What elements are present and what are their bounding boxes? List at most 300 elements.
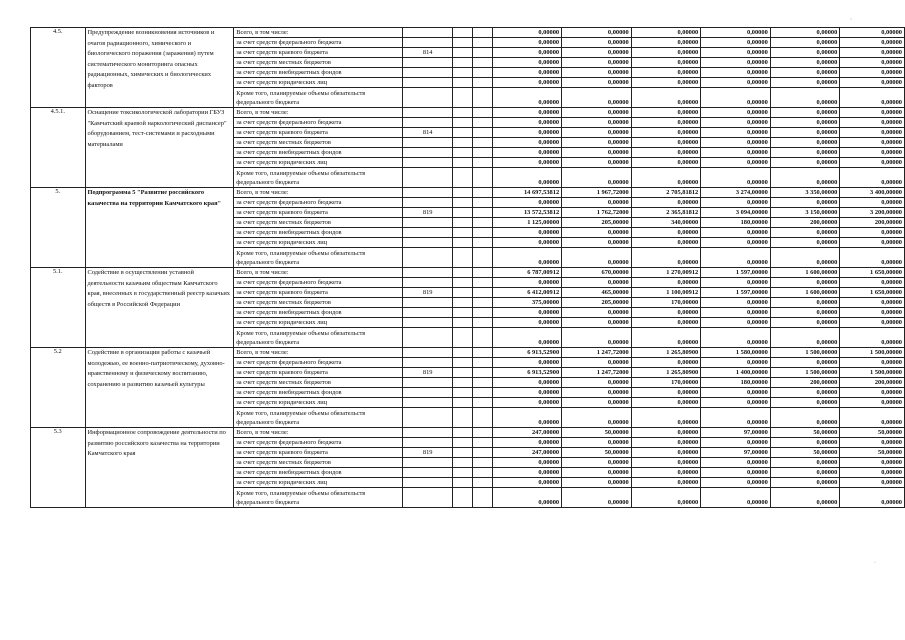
amount-cell: 0,00000 — [492, 238, 562, 248]
amount-cell: 0,00000 — [492, 488, 562, 508]
amount-cell: 3 274,00000 — [701, 188, 771, 198]
amount-cell: 0,00000 — [492, 408, 562, 428]
amount-cell: 0,00000 — [701, 388, 771, 398]
empty-cell — [452, 88, 472, 108]
empty-cell — [472, 268, 492, 278]
amount-cell: 0,00000 — [701, 78, 771, 88]
empty-cell — [452, 428, 472, 438]
amount-cell: 0,00000 — [770, 318, 840, 328]
empty-cell — [452, 68, 472, 78]
amount-cell: 0,00000 — [701, 88, 771, 108]
empty-cell — [452, 228, 472, 238]
empty-cell — [472, 248, 492, 268]
empty-cell — [472, 118, 492, 128]
funding-source: за счет средств юридических лиц — [234, 318, 403, 328]
amount-cell: 0,00000 — [770, 408, 840, 428]
amount-cell: 0,00000 — [840, 88, 905, 108]
empty-cell — [472, 378, 492, 388]
amount-cell: 6 913,52900 — [492, 368, 562, 378]
amount-cell: 0,00000 — [770, 128, 840, 138]
measure-name: Содействие в осуществлении уставной деятельности казачьим обществам Камчатского края, внесенных в государственный реестр казачьих обществ в Российской Федерации — [85, 268, 234, 348]
funding-source: Кроме того, планируемые объемы обязательств федерального бюджета — [234, 248, 403, 268]
amount-cell: 0,00000 — [840, 358, 905, 368]
amount-cell: 0,00000 — [770, 398, 840, 408]
amount-cell: 0,00000 — [770, 48, 840, 58]
funding-source: за счет средств местных бюджетов — [234, 458, 403, 468]
amount-cell: 0,00000 — [492, 158, 562, 168]
empty-cell — [452, 318, 472, 328]
budget-code — [403, 138, 453, 148]
amount-cell: 0,00000 — [840, 298, 905, 308]
funding-source: за счет средств местных бюджетов — [234, 378, 403, 388]
amount-cell: 0,00000 — [770, 118, 840, 128]
amount-cell: 0,00000 — [770, 388, 840, 398]
amount-cell: 200,00000 — [770, 378, 840, 388]
amount-cell: 0,00000 — [701, 478, 771, 488]
amount-cell: 0,00000 — [770, 168, 840, 188]
amount-cell: 0,00000 — [701, 468, 771, 478]
empty-cell — [452, 48, 472, 58]
amount-cell: 0,00000 — [492, 48, 562, 58]
table-row — [31, 428, 905, 438]
funding-source: за счет средств внебюджетных фондов — [234, 308, 403, 318]
amount-cell: 0,00000 — [492, 308, 562, 318]
funding-source: Кроме того, планируемые объемы обязательств федерального бюджета — [234, 88, 403, 108]
funding-source: за счет средств юридических лиц — [234, 398, 403, 408]
budget-code — [403, 358, 453, 368]
amount-cell: 0,00000 — [492, 248, 562, 268]
empty-cell — [452, 198, 472, 208]
amount-cell: 1 500,00000 — [840, 368, 905, 378]
amount-cell: 0,00000 — [631, 308, 701, 318]
funding-source: за счет средств краевого бюджета — [234, 288, 403, 298]
funding-source: за счет средств юридических лиц — [234, 478, 403, 488]
amount-cell: 200,00000 — [840, 218, 905, 228]
amount-cell: 0,00000 — [562, 228, 632, 238]
amount-cell: 0,00000 — [492, 438, 562, 448]
amount-cell: 0,00000 — [562, 68, 632, 78]
empty-cell — [472, 138, 492, 148]
funding-source: за счет средств краевого бюджета — [234, 368, 403, 378]
amount-cell: 0,00000 — [840, 488, 905, 508]
amount-cell: 0,00000 — [770, 28, 840, 38]
empty-cell — [452, 298, 472, 308]
budget-code — [403, 228, 453, 238]
amount-cell: 50,00000 — [770, 448, 840, 458]
budget-code — [403, 38, 453, 48]
amount-cell: 0,00000 — [701, 298, 771, 308]
empty-cell — [452, 458, 472, 468]
empty-cell — [452, 28, 472, 38]
amount-cell: 0,00000 — [840, 228, 905, 238]
amount-cell: 0,00000 — [492, 468, 562, 478]
table-row — [31, 268, 905, 278]
amount-cell: 0,00000 — [840, 278, 905, 288]
amount-cell: 0,00000 — [701, 128, 771, 138]
budget-code — [403, 188, 453, 198]
empty-cell — [472, 198, 492, 208]
amount-cell: 0,00000 — [770, 298, 840, 308]
amount-cell: 0,00000 — [701, 398, 771, 408]
amount-cell: 0,00000 — [631, 158, 701, 168]
amount-cell: 0,00000 — [562, 88, 632, 108]
funding-source: за счет средств внебюджетных фондов — [234, 228, 403, 238]
amount-cell: 13 572,53812 — [492, 208, 562, 218]
empty-cell — [472, 148, 492, 158]
amount-cell: 200,00000 — [770, 218, 840, 228]
amount-cell: 50,00000 — [840, 428, 905, 438]
funding-source: за счет средств местных бюджетов — [234, 138, 403, 148]
amount-cell: 0,00000 — [840, 158, 905, 168]
empty-cell — [452, 218, 472, 228]
amount-cell: 0,00000 — [562, 108, 632, 118]
amount-cell: 0,00000 — [770, 238, 840, 248]
amount-cell: 97,00000 — [701, 428, 771, 438]
amount-cell: 1 600,00000 — [770, 288, 840, 298]
funding-source: Всего, в том числе: — [234, 108, 403, 118]
empty-cell — [452, 398, 472, 408]
amount-cell: 0,00000 — [770, 108, 840, 118]
empty-cell — [452, 448, 472, 458]
amount-cell: 0,00000 — [631, 278, 701, 288]
amount-cell: 0,00000 — [631, 428, 701, 438]
measure-name: Информационное сопровождение деятельности по развитию российского казачества на территории Камчатского края — [85, 428, 234, 508]
funding-source: за счет средств внебюджетных фондов — [234, 388, 403, 398]
budget-table — [30, 27, 905, 508]
amount-cell: 0,00000 — [631, 248, 701, 268]
empty-cell — [452, 38, 472, 48]
budget-code — [403, 28, 453, 38]
amount-cell: 0,00000 — [770, 78, 840, 88]
amount-cell: 247,00000 — [492, 448, 562, 458]
amount-cell: 0,00000 — [631, 128, 701, 138]
empty-cell — [472, 28, 492, 38]
budget-code — [403, 478, 453, 488]
amount-cell: 0,00000 — [492, 168, 562, 188]
empty-cell — [472, 348, 492, 358]
budget-code: 814 — [403, 48, 453, 58]
table-row — [31, 348, 905, 358]
amount-cell: 0,00000 — [770, 198, 840, 208]
amount-cell: 0,00000 — [562, 148, 632, 158]
empty-cell — [452, 188, 472, 198]
measure-name: Предупреждение возникновения источников и очагов радиационного, химического и биологического поражения (заражения) путем систематического мониторинга опасных радиационных, химических и биологических факторов — [85, 28, 234, 108]
budget-code — [403, 328, 453, 348]
budget-code: 814 — [403, 128, 453, 138]
budget-code: 819 — [403, 448, 453, 458]
budget-code — [403, 148, 453, 158]
empty-cell — [472, 448, 492, 458]
funding-source: за счет средств федерального бюджета — [234, 198, 403, 208]
amount-cell: 1 762,72000 — [562, 208, 632, 218]
funding-source: за счет средств федерального бюджета — [234, 438, 403, 448]
empty-cell — [452, 78, 472, 88]
amount-cell: 0,00000 — [631, 228, 701, 238]
amount-cell: 0,00000 — [770, 438, 840, 448]
amount-cell: 0,00000 — [562, 58, 632, 68]
amount-cell: 0,00000 — [492, 118, 562, 128]
funding-source: за счет средств федерального бюджета — [234, 118, 403, 128]
budget-code: 819 — [403, 208, 453, 218]
amount-cell: 0,00000 — [492, 78, 562, 88]
section-number: 5.2 — [31, 348, 86, 428]
empty-cell — [472, 108, 492, 118]
empty-cell — [452, 268, 472, 278]
funding-source: за счет средств краевого бюджета — [234, 48, 403, 58]
amount-cell: 1 400,00000 — [701, 368, 771, 378]
amount-cell: 0,00000 — [562, 468, 632, 478]
amount-cell: 0,00000 — [492, 458, 562, 468]
amount-cell: 0,00000 — [840, 118, 905, 128]
amount-cell: 0,00000 — [562, 48, 632, 58]
amount-cell: 0,00000 — [631, 478, 701, 488]
empty-cell — [452, 138, 472, 148]
amount-cell: 0,00000 — [701, 148, 771, 158]
section-number: 5.3 — [31, 428, 86, 508]
amount-cell: 0,00000 — [701, 28, 771, 38]
empty-cell — [472, 218, 492, 228]
amount-cell: 0,00000 — [701, 408, 771, 428]
amount-cell: 0,00000 — [562, 78, 632, 88]
empty-cell — [472, 188, 492, 198]
amount-cell: 0,00000 — [631, 328, 701, 348]
amount-cell: 1 650,00000 — [840, 268, 905, 278]
funding-source: за счет средств юридических лиц — [234, 158, 403, 168]
amount-cell: 247,00000 — [492, 428, 562, 438]
amount-cell: 170,00000 — [631, 298, 701, 308]
amount-cell: 340,00000 — [631, 218, 701, 228]
funding-source: за счет средств внебюджетных фондов — [234, 68, 403, 78]
section-number: 4.5. — [31, 28, 86, 108]
funding-source: за счет средств федерального бюджета — [234, 38, 403, 48]
empty-cell — [472, 238, 492, 248]
funding-source: Всего, в том числе: — [234, 28, 403, 38]
amount-cell: 0,00000 — [770, 328, 840, 348]
amount-cell: 50,00000 — [562, 428, 632, 438]
funding-source: за счет средств местных бюджетов — [234, 218, 403, 228]
budget-code — [403, 88, 453, 108]
budget-code — [403, 438, 453, 448]
empty-cell — [472, 428, 492, 438]
amount-cell: 0,00000 — [701, 138, 771, 148]
amount-cell: 0,00000 — [492, 58, 562, 68]
amount-cell: 3 350,00000 — [770, 188, 840, 198]
amount-cell: 0,00000 — [492, 148, 562, 158]
amount-cell: 0,00000 — [631, 148, 701, 158]
empty-cell — [452, 278, 472, 288]
funding-source: Всего, в том числе: — [234, 188, 403, 198]
amount-cell: 0,00000 — [492, 358, 562, 368]
amount-cell: 0,00000 — [631, 198, 701, 208]
empty-cell — [472, 408, 492, 428]
amount-cell: 0,00000 — [562, 458, 632, 468]
amount-cell: 0,00000 — [631, 118, 701, 128]
amount-cell: 375,00000 — [492, 298, 562, 308]
empty-cell — [452, 158, 472, 168]
budget-code — [403, 408, 453, 428]
amount-cell: 0,00000 — [770, 278, 840, 288]
empty-cell — [472, 38, 492, 48]
amount-cell: 0,00000 — [492, 388, 562, 398]
amount-cell: 1 597,00000 — [701, 288, 771, 298]
budget-code — [403, 78, 453, 88]
amount-cell: 3 400,00000 — [840, 188, 905, 198]
amount-cell: 0,00000 — [492, 378, 562, 388]
empty-cell — [452, 238, 472, 248]
empty-cell — [472, 48, 492, 58]
amount-cell: 0,00000 — [631, 88, 701, 108]
amount-cell: 0,00000 — [492, 478, 562, 488]
amount-cell: 0,00000 — [840, 78, 905, 88]
amount-cell: 0,00000 — [770, 308, 840, 318]
amount-cell: 0,00000 — [562, 388, 632, 398]
amount-cell: 0,00000 — [562, 28, 632, 38]
amount-cell: 0,00000 — [492, 398, 562, 408]
amount-cell: 0,00000 — [701, 438, 771, 448]
amount-cell: 0,00000 — [770, 58, 840, 68]
budget-code — [403, 268, 453, 278]
amount-cell: 0,00000 — [631, 68, 701, 78]
amount-cell: 0,00000 — [701, 158, 771, 168]
amount-cell: 0,00000 — [701, 308, 771, 318]
amount-cell: 0,00000 — [631, 408, 701, 428]
amount-cell: 0,00000 — [631, 28, 701, 38]
amount-cell: 6 787,00912 — [492, 268, 562, 278]
amount-cell: 0,00000 — [770, 68, 840, 78]
funding-source: Кроме того, планируемые объемы обязательств федерального бюджета — [234, 328, 403, 348]
budget-code — [403, 238, 453, 248]
amount-cell: 0,00000 — [840, 48, 905, 58]
empty-cell — [472, 298, 492, 308]
funding-source: за счет средств внебюджетных фондов — [234, 468, 403, 478]
amount-cell: 1 650,00000 — [840, 288, 905, 298]
empty-cell — [452, 288, 472, 298]
amount-cell: 1 500,00000 — [770, 348, 840, 358]
empty-cell — [472, 168, 492, 188]
amount-cell: 0,00000 — [840, 478, 905, 488]
amount-cell: 0,00000 — [562, 128, 632, 138]
amount-cell: 170,00000 — [631, 378, 701, 388]
amount-cell: 3 150,00000 — [770, 208, 840, 218]
amount-cell: 0,00000 — [492, 328, 562, 348]
empty-cell — [472, 88, 492, 108]
amount-cell: 0,00000 — [562, 378, 632, 388]
budget-code — [403, 298, 453, 308]
amount-cell: 0,00000 — [492, 198, 562, 208]
empty-cell — [452, 58, 472, 68]
empty-cell — [472, 398, 492, 408]
budget-code — [403, 158, 453, 168]
empty-cell — [472, 388, 492, 398]
amount-cell: 0,00000 — [840, 408, 905, 428]
amount-cell: 0,00000 — [840, 248, 905, 268]
budget-code — [403, 168, 453, 188]
amount-cell: 0,00000 — [631, 488, 701, 508]
amount-cell: 1 247,72000 — [562, 348, 632, 358]
amount-cell: 200,00000 — [840, 378, 905, 388]
budget-code: 819 — [403, 288, 453, 298]
empty-cell — [472, 328, 492, 348]
amount-cell: 0,00000 — [770, 478, 840, 488]
amount-cell: 180,00000 — [701, 378, 771, 388]
budget-code: 819 — [403, 368, 453, 378]
budget-code — [403, 218, 453, 228]
amount-cell: 0,00000 — [492, 278, 562, 288]
amount-cell: 0,00000 — [770, 158, 840, 168]
measure-name: Оснащение токсикологической лаборатории ГБУЗ "Камчатский краевой наркологический диспансер" оборудованием, тест-системами и расходными материалами — [85, 108, 234, 188]
budget-code — [403, 378, 453, 388]
amount-cell: 50,00000 — [562, 448, 632, 458]
amount-cell: 0,00000 — [492, 138, 562, 148]
amount-cell: 0,00000 — [840, 108, 905, 118]
amount-cell: 0,00000 — [701, 328, 771, 348]
amount-cell: 0,00000 — [701, 48, 771, 58]
empty-cell — [452, 438, 472, 448]
empty-cell — [452, 358, 472, 368]
table-row — [31, 28, 905, 38]
table-row — [31, 188, 905, 198]
amount-cell: 0,00000 — [562, 198, 632, 208]
amount-cell: 0,00000 — [840, 198, 905, 208]
funding-source: за счет средств краевого бюджета — [234, 448, 403, 458]
budget-code — [403, 68, 453, 78]
amount-cell: 0,00000 — [840, 38, 905, 48]
empty-cell — [472, 358, 492, 368]
amount-cell: 0,00000 — [631, 108, 701, 118]
empty-cell — [472, 278, 492, 288]
empty-cell — [452, 408, 472, 428]
amount-cell: 0,00000 — [840, 68, 905, 78]
amount-cell: 0,00000 — [631, 138, 701, 148]
amount-cell: 3 094,00000 — [701, 208, 771, 218]
amount-cell: 0,00000 — [631, 238, 701, 248]
budget-code — [403, 58, 453, 68]
amount-cell: 0,00000 — [701, 58, 771, 68]
amount-cell: 0,00000 — [562, 438, 632, 448]
amount-cell: 1 580,00000 — [701, 348, 771, 358]
amount-cell: 0,00000 — [562, 158, 632, 168]
amount-cell: 0,00000 — [631, 48, 701, 58]
budget-code — [403, 398, 453, 408]
funding-source: за счет средств краевого бюджета — [234, 128, 403, 138]
amount-cell: 0,00000 — [701, 238, 771, 248]
amount-cell: 1 100,00912 — [631, 288, 701, 298]
amount-cell: 0,00000 — [770, 358, 840, 368]
funding-source: за счет средств краевого бюджета — [234, 208, 403, 218]
empty-cell — [472, 368, 492, 378]
amount-cell: 0,00000 — [840, 438, 905, 448]
amount-cell: 2 365,81812 — [631, 208, 701, 218]
amount-cell: 0,00000 — [840, 238, 905, 248]
empty-cell — [472, 478, 492, 488]
budget-code — [403, 108, 453, 118]
amount-cell: 1 500,00000 — [770, 368, 840, 378]
amount-cell: 0,00000 — [701, 278, 771, 288]
empty-cell — [472, 208, 492, 218]
empty-cell — [472, 318, 492, 328]
amount-cell: 0,00000 — [492, 38, 562, 48]
amount-cell: 0,00000 — [840, 458, 905, 468]
funding-source: за счет средств внебюджетных фондов — [234, 148, 403, 158]
empty-cell — [452, 148, 472, 158]
amount-cell: 0,00000 — [631, 78, 701, 88]
budget-code — [403, 468, 453, 478]
empty-cell — [452, 108, 472, 118]
empty-cell — [452, 378, 472, 388]
empty-cell — [452, 488, 472, 508]
amount-cell: 0,00000 — [562, 138, 632, 148]
amount-cell: 0,00000 — [770, 488, 840, 508]
